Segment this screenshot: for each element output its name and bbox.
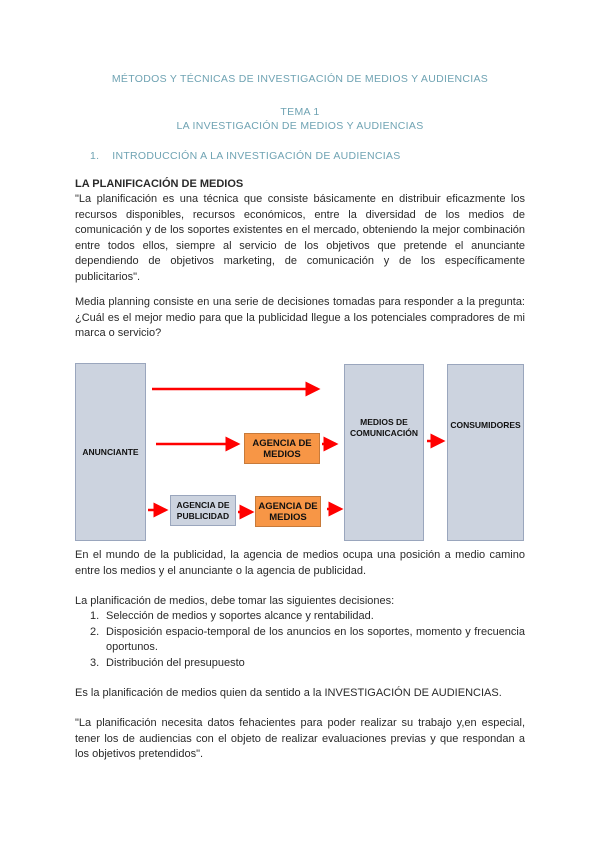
anunciante-box: ANUNCIANTE [75,363,146,541]
quote-definition: "La planificación es una técnica que consiste básicamente en distribuir eficazmente los recursos disponibles, recursos económicos, entre la diversidad de los medios de comunicación y de los soportes existentes en el mercado, obteniendo la mejor combinación entre todos ellos, siempre al servicio de los objetivos que pretende el anunciante dependiendo de objetivos marketing, de comunicación y de los específicamente publicitarios". [75,193,525,283]
agencia-medios-box: AGENCIA DE MEDIOS [244,433,320,464]
list-item [90,625,525,656]
medios-comunicacion-box: MEDIOS DE COMUNICACIÓN [344,364,424,541]
list-item [90,656,525,672]
course-title: MÉTODOS Y TÉCNICAS DE INVESTIGACIÓN DE MEDIOS Y AUDIENCIAS [111,73,489,85]
list-number: 3. [90,656,100,669]
list-item [90,609,525,625]
quote-datos: "La planificación necesita datos fehacientes para poder realizar su trabajo y,en especial, tener los de audiencias con el objeto de realizar evaluaciones previas y que respondan a los objetivos pretendidos". [75,717,525,760]
tema-label: TEMA 1 [280,106,320,118]
list-number: 1. [90,610,100,622]
agency-paragraph: En el mundo de la publicidad, la agencia de medios ocupa una posición a medio camino entre los medios y el anunciante o la agencia de publicidad. [75,549,525,577]
list-number: 2. [90,625,100,638]
list-text: Selección de medios y soportes alcance y rentabilidad. [106,610,374,622]
agencia-publicidad-box: AGENCIA DE PUBLICIDAD [170,495,236,526]
decisions-intro: La planificación de medios, debe tomar las siguientes decisiones: [75,595,395,607]
list-text: Disposición espacio-temporal de los anuncios en los soportes, momento y frecuencia oportunos. [106,625,525,653]
list-text: Distribución del presupuesto [106,656,245,669]
media-planning-paragraph: Media planning consiste en una serie de decisiones tomadas para responder a la pregunta: ¿Cuál es el mejor medio para que la publicidad llegue a los potenciales compradores de mi marca o servicio? [75,296,525,339]
investigacion-paragraph: Es la planificación de medios quien da sentido a la INVESTIGACIÓN DE AUDIENCIAS. [75,687,502,699]
tema-title: LA INVESTIGACIÓN DE MEDIOS Y AUDIENCIAS [176,120,424,132]
decisions-list [75,609,525,671]
agencia-medios-box-2: AGENCIA DE MEDIOS [255,496,321,527]
section-heading: 1. INTRODUCCIÓN A LA INVESTIGACIÓN DE AUDIENCIAS [90,150,401,162]
consumidores-box: CONSUMIDORES [447,364,524,541]
subtitle: LA PLANIFICACIÓN DE MEDIOS [75,178,244,190]
